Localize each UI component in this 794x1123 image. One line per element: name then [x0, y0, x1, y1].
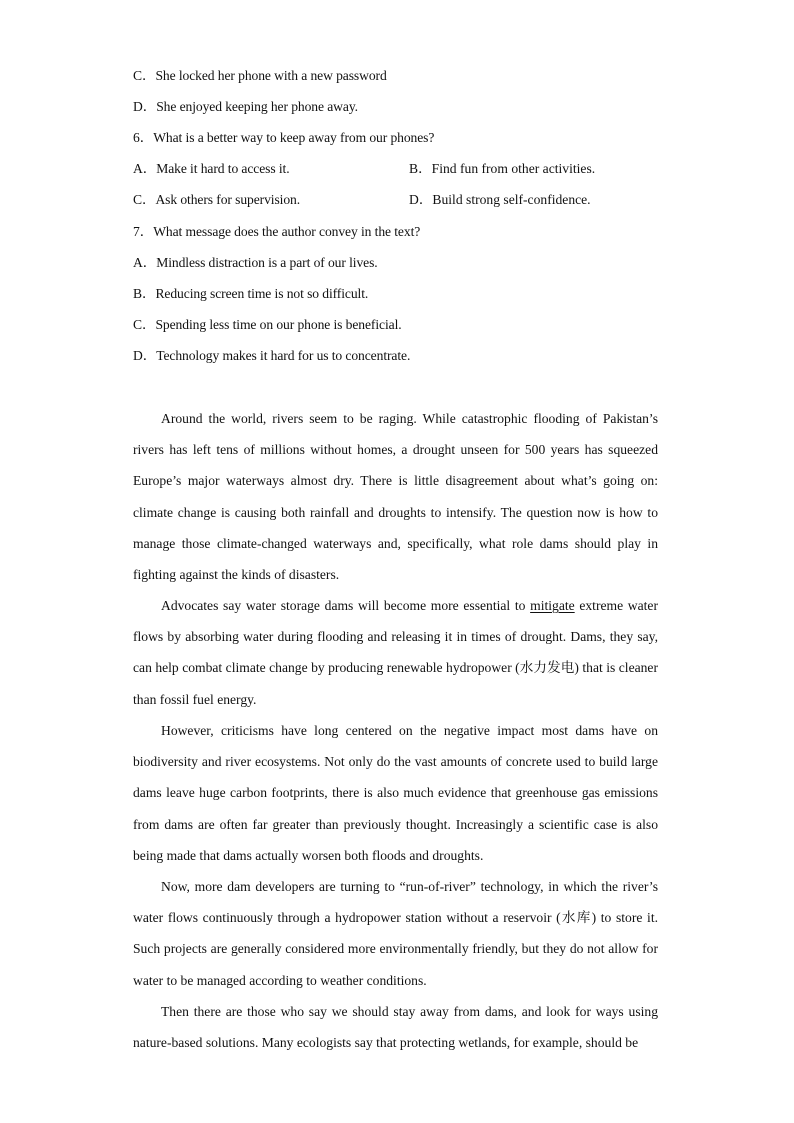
- q7-option-a: A．Mindless distraction is a part of our lives.: [133, 255, 378, 270]
- q6-option-d: D．Build strong self-confidence.: [409, 192, 591, 207]
- underlined-word-mitigate: mitigate: [530, 598, 575, 613]
- q6-option-c: C．Ask others for supervision.: [133, 192, 301, 207]
- q6-option-a: A．Make it hard to access it.: [133, 161, 290, 176]
- q6-option-b: B．Find fun from other activities.: [409, 161, 596, 176]
- passage-paragraph-2: [133, 590, 658, 715]
- q6-stem: 6．What is a better way to keep away from our phones?: [133, 130, 435, 145]
- paragraph-2-text-start: Advocates say water storage dams will become more essential to: [161, 598, 531, 613]
- passage-paragraph-4: Now, more dam developers are turning to “run-of-river” technology, in which the river’s water flows continuously through a hydropower station without a reservoir (水库) to store it. Such projects are generally considered more environmentally friendly, but they do not allow for water to be managed according to weather conditions.: [133, 879, 658, 988]
- q7-option-c: C．Spending less time on our phone is beneficial.: [133, 317, 402, 332]
- passage-paragraph-5: Then there are those who say we should stay away from dams, and look for ways using nature-based solutions. Many ecologists say that protecting wetlands, for example, should be: [133, 1004, 658, 1051]
- passage-paragraph-1: Around the world, rivers seem to be raging. While catastrophic flooding of Pakistan’s rivers has left tens of millions without homes, a drought unseen for 500 years has squeezed Europe’s major waterways almost dry. There is little disagreement about what’s going on: climate change is causing both rainfall and droughts to intensify. The question now is how to manage those climate-changed waterways and, specifically, what role dams should play in fighting against the kinds of disasters.: [133, 411, 658, 583]
- q5-option-d: D．She enjoyed keeping her phone away.: [133, 99, 358, 114]
- q7-option-d: D．Technology makes it hard for us to concentrate.: [133, 348, 411, 363]
- passage-paragraph-3: However, criticisms have long centered on the negative impact most dams have on biodiversity and river ecosystems. Not only do the vast amounts of concrete used to build large dams leave huge carbon footprints, there is also much evidence that greenhouse gas emissions from dams are often far greater than previously thought. Increasingly a scientific case is also being made that dams actually worsen both floods and droughts.: [133, 723, 658, 863]
- q5-option-c: C．She locked her phone with a new password: [133, 68, 387, 83]
- paragraph-2-text-end: extreme water flows by absorbing water during flooding and releasing it in times of drought. Dams, they say, can help combat climate change by producing renewable hydropower (水力发电) that is cleaner than fossil fuel energy.: [133, 598, 658, 707]
- q7-option-b: B．Reducing screen time is not so difficult.: [133, 286, 369, 301]
- q7-stem: 7．What message does the author convey in the text?: [133, 224, 421, 239]
